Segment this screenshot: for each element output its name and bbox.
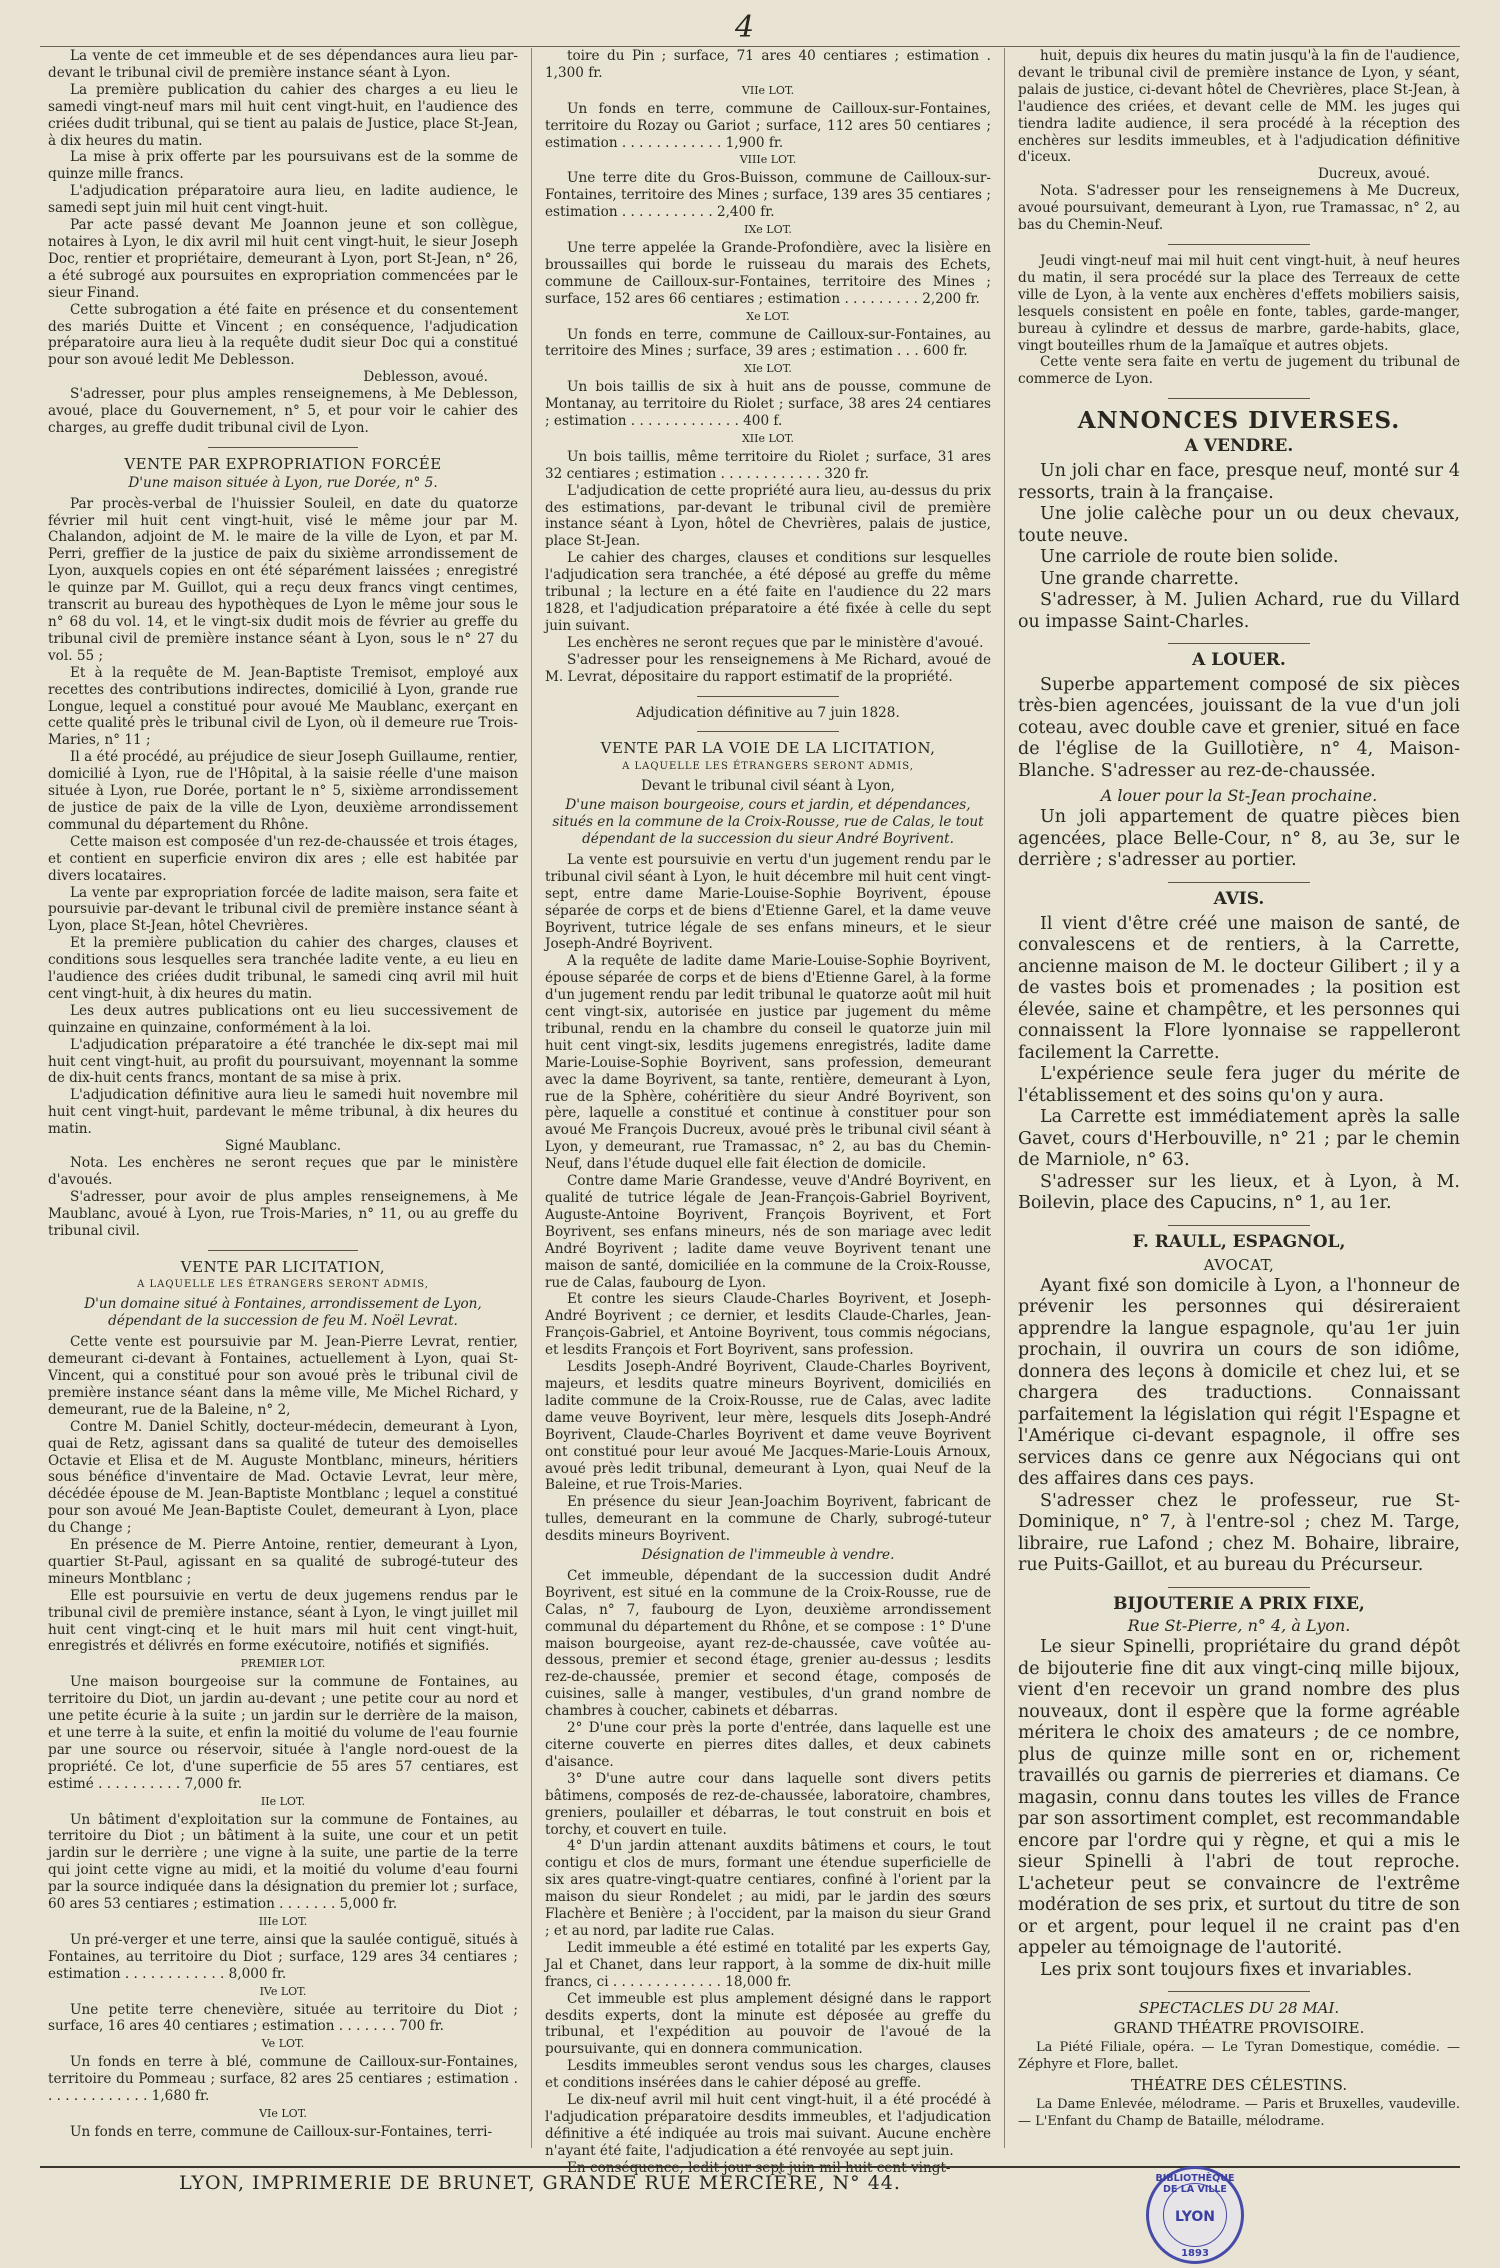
lot-heading: VIe LOT. bbox=[259, 2106, 307, 2120]
theatre-name: THÉATRE DES CÉLESTINS. bbox=[1130, 2076, 1348, 2094]
section-heading: BIJOUTERIE A PRIX FIXE, bbox=[1113, 1593, 1365, 1614]
lot-text: Une terre appelée la Grande-Profondière, avec la lisière en broussailles qui borde le ruisseau du marais des Echets, commune de Cailloux-sur-Fontaines, territoire des Mines ; surface, 152 ares 66 centiares ; estimation . . . . . . . . . 2,200 fr. bbox=[545, 239, 991, 307]
lot-text: Un pré-verger et une terre, ainsi que la saulée contiguë, situés à Fontaines, au territoire du Diot ; surface, 129 ares 34 centiares ; estimation . . . . . . . . . . . . 8,000 fr. bbox=[48, 1931, 518, 1982]
paragraph: La vente de cet immeuble et de ses dépendances aura lieu par-devant le tribunal civil de première instance séant à Lyon. bbox=[48, 48, 518, 81]
section-heading: A VENDRE. bbox=[1184, 436, 1294, 457]
lot-text: Un bâtiment d'exploitation sur la commune de Fontaines, au territoire du Diot ; un bâtiment à la suite, une cour et un petit jardin sur le derrière ; une vigne à la suite, une partie de la terre qui joint cette vigne au midi, et la moitié du volume d'eau fourni par la source indiquée dans la désignation du premier lot ; surface, 60 ares 53 centiares ; estimation . . . . . . . 5,000 fr. bbox=[48, 1811, 518, 1913]
page-number: 4 bbox=[735, 10, 755, 45]
paragraph: Ledit immeuble a été estimé en totalité par les experts Gay, Jal et Chanet, dans leur rapport, à la somme de dix-huit mille francs, ci . . . . . . . . . . . . . 18,000 fr. bbox=[545, 1939, 991, 1990]
lot-text: toire du Pin ; surface, 71 ares 40 centiares ; estimation . 1,300 fr. bbox=[545, 48, 991, 81]
paragraph: 4° D'un jardin attenant auxdits bâtimens et cours, le tout contigu et clos de murs, formant une étendue superficielle de six ares quatre-vingt-quatre centiares, confiné à l'orient par la maison du sieur Rondelet ; au midi, par le jardin des sœurs Flachère et Benière ; à l'occident, par la maison du sieur Grand ; et au nord, par ladite rue Calas. bbox=[545, 1838, 991, 1939]
paragraph: Contre dame Marie Grandesse, veuve d'André Boyrivent, en qualité de tutrice légale de Jean-François-Gabriel Boyrivent, Auguste-Antoine Boyrivent, François Boyrivent, et Fort Boyrivent, ses enfans mineurs, nés de son mariage avec ledit André Boyrivent ; ladite dame veuve Boyrivent tenant une maison de santé, domiciliée en la commune de la Croix-Rousse, rue de Calas, faubourg de Lyon. bbox=[545, 1173, 991, 1291]
notice-tagline: A LAQUELLE LES ÉTRANGERS SERONT ADMIS, bbox=[622, 761, 914, 773]
stamp-text-top: BIBLIOTHÈQUE DE LA VILLE bbox=[1155, 2173, 1235, 2195]
ad-line: S'adresser sur les lieux, et à Lyon, à M. Boilevin, place des Capucins, n° 1, au 1er. bbox=[1018, 1171, 1460, 1214]
paragraph: Il a été procédé, au préjudice de sieur Joseph Guillaume, rentier, domicilié à Lyon, rue de l'Hôpital, à la saisie réelle d'une maison située à Lyon, rue Dorée, portant le n° 5, sixième arrondissement de justice de paix de la ville de Lyon, deuxième arrondissement communal du département du Rhône. bbox=[48, 749, 518, 833]
section-rule bbox=[1168, 882, 1309, 883]
paragraph: Cette vente sera faite en vertu de jugement du tribunal de commerce de Lyon. bbox=[1018, 354, 1460, 388]
ad-line: L'expérience seule fera juger du mérite de l'établissement et des soins qu'on y aura. bbox=[1018, 1064, 1460, 1106]
section-heading: A LOUER. bbox=[1192, 650, 1286, 671]
signature: Deblesson, avoué. bbox=[363, 369, 488, 386]
notice-tagline: A LAQUELLE LES ÉTRANGERS SERONT ADMIS, bbox=[137, 1279, 429, 1291]
paragraph: Jeudi vingt-neuf mai mil huit cent vingt-huit, à neuf heures du matin, il sera procédé sur la place des Terreaux de cette ville de Lyon, à la vente aux enchères d'effets mobiliers saisis, lesquels consistent en poêle en fonte, tables, garde-manger, bureau à cylindre et dessus de marbre, garde-habits, glace, vingt bouteilles rhum de la Jamaïque et autres objets. bbox=[1018, 252, 1460, 354]
lot-heading: XIe LOT. bbox=[744, 362, 792, 376]
theatre-program: La Dame Enlevée, mélodrame. — Paris et Bruxelles, vaudeville. — L'Enfant du Champ de Bataille, mélodrame. bbox=[1018, 2096, 1460, 2129]
ad-line: S'adresser chez le professeur, rue St-Dominique, n° 7, à l'entre-sol ; chez M. Targe, libraire, rue Lafond ; chez M. Bohaire, libraire, rue Puits-Gaillot, et au bureau du Précurseur. bbox=[1018, 1490, 1460, 1576]
paragraph: Par procès-verbal de l'huissier Souleil, en date du quatorze février mil huit cent vingt-huit, visé le même jour par M. Chalandon, adjoint de M. le maire de la ville de Lyon, et par M. Perri, greffier de la justice de paix du sixième arrondissement de Lyon, auxquels copies en ont été séparément laissées ; enregistré le quinze par M. Guillot, qui a reçu deux francs vingt centimes, transcrit au bureau des hypothèques de Lyon le même jour sous le n° 68 du vol. 14, et le vingt-six dudit mois de février au greffe du tribunal civil de première instance séant à Lyon, sous le n° 27 du vol. 55 ; bbox=[48, 495, 518, 664]
ad-line: Le sieur Spinelli, propriétaire du grand dépôt de bijouterie fine dit aux vingt-cinq mille bijoux, vient d'en recevoir un grand nombre des plus nouveaux, dont il espère que la forme agréable méritera le choix des amateurs ; de ce nombre, plus de quinze mille sont en or, richement travaillés ou garnis de pierreries et diamans. Ce magasin, connu dans toutes les villes de France par son assortiment complet, est recommandable encore par l'ordre qui y règne, et qui a mis le sieur Spinelli à l'abri de tout reproche. L'acheteur peut se convaincre de l'extrême modération de ses prix, et surtout du titre de son or et argent, pour lequel il ne craint pas d'en appeler au témoignage de l'autorité. bbox=[1018, 1637, 1460, 1959]
lot-heading: Ve LOT. bbox=[261, 2037, 305, 2051]
paragraph: Lesdits Joseph-André Boyrivent, Claude-Charles Boyrivent, majeurs, et lesdits quatre mineurs Boyrivent, domiciliés en ladite commune de la Croix-Rousse, rue de Calas, avec ladite dame veuve Boyrivent, leur mère, lesquels dits Joseph-André Boyrivent, Claude-Charles Boyrivent et dame veuve Boyrivent ont constitué pour leur avoué Me Jacques-Marie-Louis Arnoux, avoué près ledit tribunal, demeurant à Lyon, quai Neuf de la Baleine, et rue Trois-Maries. bbox=[545, 1359, 991, 1494]
paragraph: En présence de M. Pierre Antoine, rentier, demeurant à Lyon, quartier St-Paul, agissant en sa qualité de subrogé-tuteur des mineurs Montblanc ; bbox=[48, 1537, 518, 1587]
paragraph: En présence du sieur Jean-Joachim Boyrivent, fabricant de tulles, demeurant en la commune de Charly, subrogé-tuteur desdits mineurs Boyrivent. bbox=[545, 1494, 991, 1545]
lot-heading: XIIe LOT. bbox=[741, 431, 795, 445]
lot-text: Une maison bourgeoise sur la commune de Fontaines, au territoire du Diot, un jardin au-devant ; une petite cour au nord et une petite écurie à la suite ; un jardin sur le derrière de la maison, et une terre à la suite, et enfin la moitié du volume de l'eau fournie par une source ou réservoir, située à l'angle nord-ouest de la propriété. Ce lot, d'une superficie de 55 ares 57 centiares, est estimé . . . . . . . . . . 7,000 fr. bbox=[48, 1674, 518, 1792]
lot-heading: IIIe LOT. bbox=[258, 1914, 308, 1928]
paragraph: Le dix-neuf avril mil huit cent vingt-huit, il a été procédé à l'adjudication préparatoire desdits immeubles, et l'adjudication définitive a été indiquée au trois mai suivant. Aucune enchère n'ayant été faite, l'adjudication a été renvoyée au sept juin. bbox=[545, 2092, 991, 2159]
column-3 bbox=[1018, 48, 1460, 2158]
section-heading: AVIS. bbox=[1213, 888, 1265, 909]
paragraph: Le cahier des charges, clauses et conditions sur lesquelles l'adjudication sera tranchée, a été déposé au greffe du même tribunal ; la lecture en a été faite en l'audience du 22 mars 1828, et l'adjudication préparatoire a été fixée à celle du sept juin suivant. bbox=[545, 550, 991, 634]
notice-subtitle: D'un domaine situé à Fontaines, arrondissement de Lyon, dépendant de la succession de feu M. Noël Levrat. bbox=[84, 1296, 482, 1330]
notice-title: VENTE PAR LA VOIE DE LA LICITATION, bbox=[600, 739, 936, 758]
paragraph: Cette maison est composée d'un rez-de-chaussée et trois étages, et contient en superficie environ dix ares ; elle est habitée par divers locataires. bbox=[48, 833, 518, 884]
lot-heading: VIIIe LOT. bbox=[739, 153, 797, 167]
top-rule bbox=[40, 46, 1460, 47]
lot-text: Un fonds en terre, commune de Cailloux-sur-Fontaines, au territoire des Mines ; surface, 39 ares ; estimation . . . 600 fr. bbox=[545, 326, 991, 360]
lot-text: Un bois taillis de six à huit ans de pousse, commune de Montanay, au territoire du Riolet ; surface, 38 ares 24 centiares ; estimation . . . . . . . . . . . . . 400 f. bbox=[545, 379, 991, 430]
paragraph: L'adjudication préparatoire a été tranchée le dix-sept mai mil huit cent vingt-huit, au profit du poursuivant, moyennant la somme de dix-huit cents francs, montant de sa mise à prix. bbox=[48, 1036, 518, 1087]
paragraph: S'adresser, pour avoir de plus amples renseignemens, à Me Maublanc, avoué à Lyon, rue Trois-Maries, n° 11, ou au greffe du tribunal civil. bbox=[48, 1188, 518, 1239]
annonces-title: ANNONCES DIVERSES. bbox=[1077, 407, 1401, 435]
paragraph: Et la première publication du cahier des charges, clauses et conditions sous lesquelles sera tranchée ladite vente, a eu lieu en l'audience des criées dudit tribunal, le samedi cinq avril mil huit cent vingt-huit, à dix heures du matin. bbox=[48, 935, 518, 1002]
lot-text: Un bois taillis, même territoire du Riolet ; surface, 31 ares 32 centiares ; estimation . . . . . . . . . . . . 320 fr. bbox=[545, 448, 991, 482]
section-rule bbox=[208, 1250, 358, 1251]
paragraph: La première publication du cahier des charges a eu lieu le samedi vingt-neuf mars mil huit cent vingt-huit, en l'audience des criées dudit tribunal, qui se tient au palais de Justice, place St-Jean, à dix heures du matin. bbox=[48, 81, 518, 149]
notice-line: Devant le tribunal civil séant à Lyon, bbox=[641, 778, 895, 795]
paragraph: Les enchères ne seront reçues que par le ministère d'avoué. bbox=[567, 634, 984, 651]
notice-subtitle: D'une maison bourgeoise, cours et jardin, et dépendances, situés en la commune de la Croix-Rousse, rue de Calas, le tout dépendant de la succession du sieur André Boyrivent. bbox=[552, 797, 984, 847]
lot-text: Une terre dite du Gros-Buisson, commune de Cailloux-sur-Fontaines, territoire des Mines ; surface, 139 ares 35 centiares ; estimation . . . . . . . . . . . 2,400 fr. bbox=[545, 170, 991, 221]
paragraph: Contre M. Daniel Schitly, docteur-médecin, demeurant à Lyon, quai de Retz, agissant dans sa qualité de tuteur des demoiselles Octavie et Elisa et de M. Auguste Montblanc, mineurs, héritiers sous bénéfice d'inventaire de Mad. Octavie Levrat, leur mère, décédée épouse de M. Jean-Baptiste Montblanc ; lequel a constitué pour son avoué Me Jean-Baptiste Coulet, demeurant à Lyon, place du Change ; bbox=[48, 1418, 518, 1537]
ad-line: Une jolie calèche pour un ou deux chevaux, toute neuve. bbox=[1018, 504, 1460, 546]
paragraph: La vente par expropriation forcée de ladite maison, sera faite et poursuivie par-devant le tribunal civil de première instance séant à Lyon, place St-Jean, hôtel Chevrières. bbox=[48, 884, 518, 935]
notice-subtitle: D'une maison située à Lyon, rue Dorée, n° 5. bbox=[128, 474, 438, 491]
stamp-text-year: 1893 bbox=[1181, 2248, 1209, 2259]
section-heading: F. RAULL, ESPAGNOL, bbox=[1132, 1231, 1346, 1252]
section-rule bbox=[1168, 643, 1309, 644]
ad-line: Une carriole de route bien solide. bbox=[1040, 547, 1339, 568]
section-rule bbox=[1168, 398, 1309, 399]
lot-heading: IXe LOT. bbox=[744, 223, 792, 237]
section-subheading: Rue St-Pierre, n° 4, à Lyon. bbox=[1127, 1616, 1351, 1636]
lot-heading: VIIe LOT. bbox=[741, 83, 795, 97]
theatre-program: La Piété Filiale, opéra. — Le Tyran Domestique, comédie. — Zéphyre et Flore, ballet. bbox=[1018, 2040, 1460, 2073]
paragraph: La vente est poursuivie en vertu d'un jugement rendu par le tribunal civil séant à Lyon, le huit décembre mil huit cent vingt-sept, entre dame Marie-Louise-Sophie Boyrivent, épouse séparée de corps et de biens d'Etienne Garel, et la dame veuve Boyrivent, tutrice légale de ses enfans mineurs, et le sieur Joseph-André Boyrivent. bbox=[545, 851, 991, 953]
ad-line: S'adresser, à M. Julien Achard, rue du Villard ou impasse Saint-Charles. bbox=[1018, 590, 1460, 632]
lot-text: Un fonds en terre, commune de Cailloux-sur-Fontaines, terri- bbox=[70, 2123, 493, 2140]
ad-line: Un joli char en face, presque neuf, monté sur 4 ressorts, train à la française. bbox=[1018, 461, 1460, 503]
section-rule bbox=[1168, 1991, 1309, 1992]
signature: Ducreux, avoué. bbox=[1318, 166, 1430, 183]
paragraph: Elle est poursuivie en vertu de deux jugemens rendus par le tribunal civil de première instance, séant à Lyon, le vingt juillet mil huit cent vingt-cinq et le huit mars mil huit cent vingt-huit, enregistrés et délivrés en forme exécutoire, notifiés et signifiés. bbox=[48, 1587, 518, 1655]
ad-line: Une grande charrette. bbox=[1040, 568, 1239, 589]
section-subheading: A louer pour la St-Jean prochaine. bbox=[1100, 786, 1378, 806]
paragraph: L'adjudication de cette propriété aura lieu, au-dessus du prix des estimations, par-devant le tribunal civil de première instance séant à Lyon, hôtel de Chevrières, palais de justice, place St-Jean. bbox=[545, 482, 991, 550]
ad-line: Superbe appartement composé de six pièces très-bien agencées, jouissant de la vue d'un joli coteau, avec double cave et grenier, situé en face de l'église de la Guillotière, n° 4, Maison-Blanche. S'adresser au rez-de-chaussée. bbox=[1018, 674, 1460, 781]
paragraph: A la requête de ladite dame Marie-Louise-Sophie Boyrivent, épouse séparée de corps et de biens d'Etienne Garel, à la forme d'un jugement rendu par ledit tribunal le quatorze août mil huit cent vingt-six, autorisée en justice par jugement du même tribunal, rendu en la chambre du conseil le quatorze juin mil huit cent vingt-six, lesdits jugemens enregistrés, ladite dame Marie-Louise-Sophie Boyrivent, sans profession, demeurant avec la dame Boyrivent, sa tante, rentière, demeurant à Lyon, rue de la Sphère, cohéritière du sieur André Boyrivent, son père, laquelle a constitué et continue à constituer pour son avoué Me François Ducreux, avoué près le tribunal civil séant à Lyon, y demeurant, rue Tramassac, n° 2, au bas du Chemin-Neuf, dans l'étude duquel elle fait élection de domicile. bbox=[545, 953, 991, 1173]
paragraph: S'adresser pour les renseignemens à Me Richard, avoué de M. Levrat, dépositaire du rapport estimatif de la propriété. bbox=[545, 651, 991, 685]
lot-text: Un fonds en terre à blé, commune de Cailloux-sur-Fontaines, territoire du Pommeau ; surface, 82 ares 25 centiares ; estimation . . . . . . . . . . . . . 1,680 fr. bbox=[48, 2054, 518, 2105]
paragraph: Et à la requête de M. Jean-Baptiste Tremisot, employé aux recettes des contributions indirectes, domicilié à Lyon, grande rue Longue, lequel a constitué pour avoué Me Maublanc, exerçant en cette qualité près le tribunal civil de Lyon, où il demeure rue Trois-Maries, n° 11 ; bbox=[48, 664, 518, 749]
section-subheading: AVOCAT, bbox=[1203, 1255, 1275, 1274]
lot-heading: PREMIER LOT. bbox=[240, 1657, 326, 1671]
paragraph: Cet immeuble, dépendant de la succession dudit André Boyrivent, est situé en la commune de la Croix-Rousse, rue de Calas, n° 7, faubourg de Lyon, deuxième arrondissement communal du département du Rhône, et se compose : 1° D'une maison bourgeoise, ayant rez-de-chaussée, cave voûtée au-dessous, premier et second étage, grenier au-dessus ; lesdits rez-de-chaussée, premier et second étage, composés de cuisines, salle à manger, vestibules, d'un grand nombre de chambres à coucher, cabinets et débarras. bbox=[545, 1567, 991, 1720]
column-1 bbox=[48, 48, 518, 2158]
paragraph: huit, depuis dix heures du matin jusqu'à la fin de l'audience, devant le tribunal civil de première instance de Lyon, y séant, palais de justice, ci-devant hôtel de Chevrières, place St-Jean, à l'audience des criées, et devant celle de MM. les juges qui tiendra ladite audience, il sera procédé à la réception des enchères sur lesdits immeubles, et à l'adjudication définitive d'iceux. bbox=[1018, 48, 1460, 166]
printer-imprint: LYON, IMPRIMERIE DE BRUNET, GRANDE RUE MERCIÈRE, N° 44. bbox=[179, 2172, 901, 2194]
stamp-text-city: LYON bbox=[1175, 2209, 1215, 2225]
section-rule bbox=[1168, 1587, 1309, 1588]
paragraph: La mise à prix offerte par les poursuivans est de la somme de quinze mille francs. bbox=[48, 149, 518, 183]
paragraph: Et contre les sieurs Claude-Charles Boyrivent, et Joseph-André Boyrivent ; ce dernier, et lesdits Claude-Charles, Jean-François-Gabriel, et Antoine Boyrivent, tous commis négocians, et lesdits François et Fort Boyrivent, sans profession. bbox=[545, 1291, 991, 1359]
column-separator bbox=[1004, 48, 1005, 2148]
adjudication-date: Adjudication définitive au 7 juin 1828. bbox=[636, 704, 900, 721]
lot-heading: Xe LOT. bbox=[746, 309, 790, 323]
lot-text: Une petite terre chenevière, située au territoire du Diot ; surface, 16 ares 40 centiares ; estimation . . . . . . . 700 fr. bbox=[48, 2001, 518, 2035]
ad-line: Un joli appartement de quatre pièces bien agencées, place Belle-Cour, n° 8, au 3e, sur le derrière ; s'adresser au portier. bbox=[1018, 807, 1460, 871]
paragraph: L'adjudication définitive aura lieu le samedi huit novembre mil huit cent vingt-huit, pardevant le même tribunal, à dix heures du matin. bbox=[48, 1087, 518, 1138]
paragraph: L'adjudication préparatoire aura lieu, en ladite audience, le samedi sept juin mil huit cent vingt-huit. bbox=[48, 183, 518, 217]
intro-notice bbox=[48, 48, 518, 437]
paragraph: Cet immeuble est plus amplement désigné dans le rapport desdits experts, dont la minute est déposée au greffe du tribunal, et l'expédition au pouvoir de l'avoué de la poursuivante, qui en donnera communication. bbox=[545, 1990, 991, 2058]
signature: Signé Maublanc. bbox=[224, 1138, 342, 1155]
notice-title: VENTE PAR EXPROPRIATION FORCÉE bbox=[124, 454, 442, 473]
designation-heading: Désignation de l'immeuble à vendre. bbox=[641, 1547, 895, 1564]
paragraph: Nota. S'adresser pour les renseignemens à Me Ducreux, avoué poursuivant, demeurant à Lyon, rue Tramassac, n° 2, au bas du Chemin-Neuf. bbox=[1018, 183, 1460, 234]
library-stamp bbox=[1146, 2166, 1244, 2264]
paragraph: 2° D'une cour près la porte d'entrée, dans laquelle est une citerne couverte en pierres dites dalles, et deux cabinets d'aisance. bbox=[545, 1720, 991, 1770]
column-separator bbox=[531, 48, 532, 2148]
spectacles-title: SPECTACLES DU 28 MAI. bbox=[1138, 1999, 1340, 2018]
paragraph: Par acte passé devant Me Joannon jeune et son collègue, notaires à Lyon, le dix avril mil huit cent vingt-huit, le sieur Joseph Doc, rentier et propriétaire, demeurant à Lyon, port St-Jean, n° 26, a été subrogé aux poursuites en expropriation commencées par le sieur Finand. bbox=[48, 217, 518, 301]
lot-heading: IVe LOT. bbox=[259, 1984, 307, 1998]
theatre-name: GRAND THÉATRE PROVISOIRE. bbox=[1113, 2019, 1365, 2038]
ad-line: La Carrette est immédiatement après la salle Gavet, cours d'Herbouville, n° 21 ; par le chemin de Marniole, n° 63. bbox=[1018, 1107, 1460, 1171]
paragraph: Cette vente est poursuivie par M. Jean-Pierre Levrat, rentier, demeurant ci-devant à Fontaines, actuellement à Lyon, quai St-Vincent, qui a constitué pour son avoué près le tribunal civil de première instance séant dans la même ville, Me Michel Richard, y demeurant, rue de la Baleine, n° 2, bbox=[48, 1334, 518, 1418]
paragraph: S'adresser, pour plus amples renseignemens, à Me Deblesson, avoué, place du Gouvernement, n° 5, et pour voir le cahier des charges, au greffe dudit tribunal civil de Lyon. bbox=[48, 386, 518, 436]
notice-title: VENTE PAR LICITATION, bbox=[180, 1257, 386, 1276]
ad-line: Les prix sont toujours fixes et invariables. bbox=[1040, 1959, 1413, 1980]
section-rule bbox=[208, 447, 358, 448]
ad-line: Il vient d'être créé une maison de santé, de convalescens et de rentiers, à la Carrette, ancienne maison de M. le docteur Gilibert ; il y a de vastes bois et promenades ; la position est élevée, saine et champêtre, et les personnes qui connaissent la Flore lyonnaise se rappelleront facilement la Carrette. bbox=[1018, 913, 1460, 1063]
paragraph: 3° D'une autre cour dans laquelle sont divers petits bâtimens, composés de rez-de-chaussée, laboratoire, chambres, greniers, poulailler et débarras, le tout construit en bois et torchy, et couvert en tuile. bbox=[545, 1770, 991, 1838]
paragraph: Lesdits immeubles seront vendus sous les charges, clauses et conditions insérées dans le cahier déposé au greffe. bbox=[545, 2058, 991, 2092]
paragraph: Les deux autres publications ont eu lieu successivement de quinzaine en quinzaine, conformément à la loi. bbox=[48, 1002, 518, 1036]
paragraph: Cette subrogation a été faite en présence et du consentement des mariés Duitte et Vincent ; en conséquence, l'adjudication préparatoire aura lieu à la requête dudit sieur Doc qui a constitué pour son avoué ledit Me Deblesson. bbox=[48, 301, 518, 369]
section-rule bbox=[697, 696, 840, 697]
column-2 bbox=[545, 48, 991, 2176]
section-rule bbox=[1168, 1225, 1309, 1226]
lot-heading: IIe LOT. bbox=[260, 1794, 306, 1808]
section-rule bbox=[1168, 244, 1309, 245]
lot-text: Un fonds en terre, commune de Cailloux-sur-Fontaines, territoire du Rozay ou Gariot ; surface, 112 ares 50 centiares ; estimation . . . . . . . . . . . . 1,900 fr. bbox=[545, 100, 991, 151]
paragraph: En conséquence, ledit jour sept juin mil huit cent vingt- bbox=[567, 2159, 951, 2176]
ad-line: Ayant fixé son domicile à Lyon, a l'honneur de prévenir les personnes qui désireraient apprendre la langue espagnole, qu'au 1er juin prochain, il ouvrira un cours de son idiôme, donnera des leçons à domicile et chez lui, et se chargera des traductions. Connaissant parfaitement la législation qui régit l'Espagne et l'Amérique ci-devant espagnole, il offre ses services dans ce genre aux Négocians qui ont des affaires dans ces pays. bbox=[1018, 1275, 1460, 1490]
footer-rule bbox=[40, 2166, 1460, 2168]
paragraph: Nota. Les enchères ne seront reçues que par le ministère d'avoués. bbox=[48, 1155, 518, 1188]
section-rule bbox=[697, 731, 840, 732]
